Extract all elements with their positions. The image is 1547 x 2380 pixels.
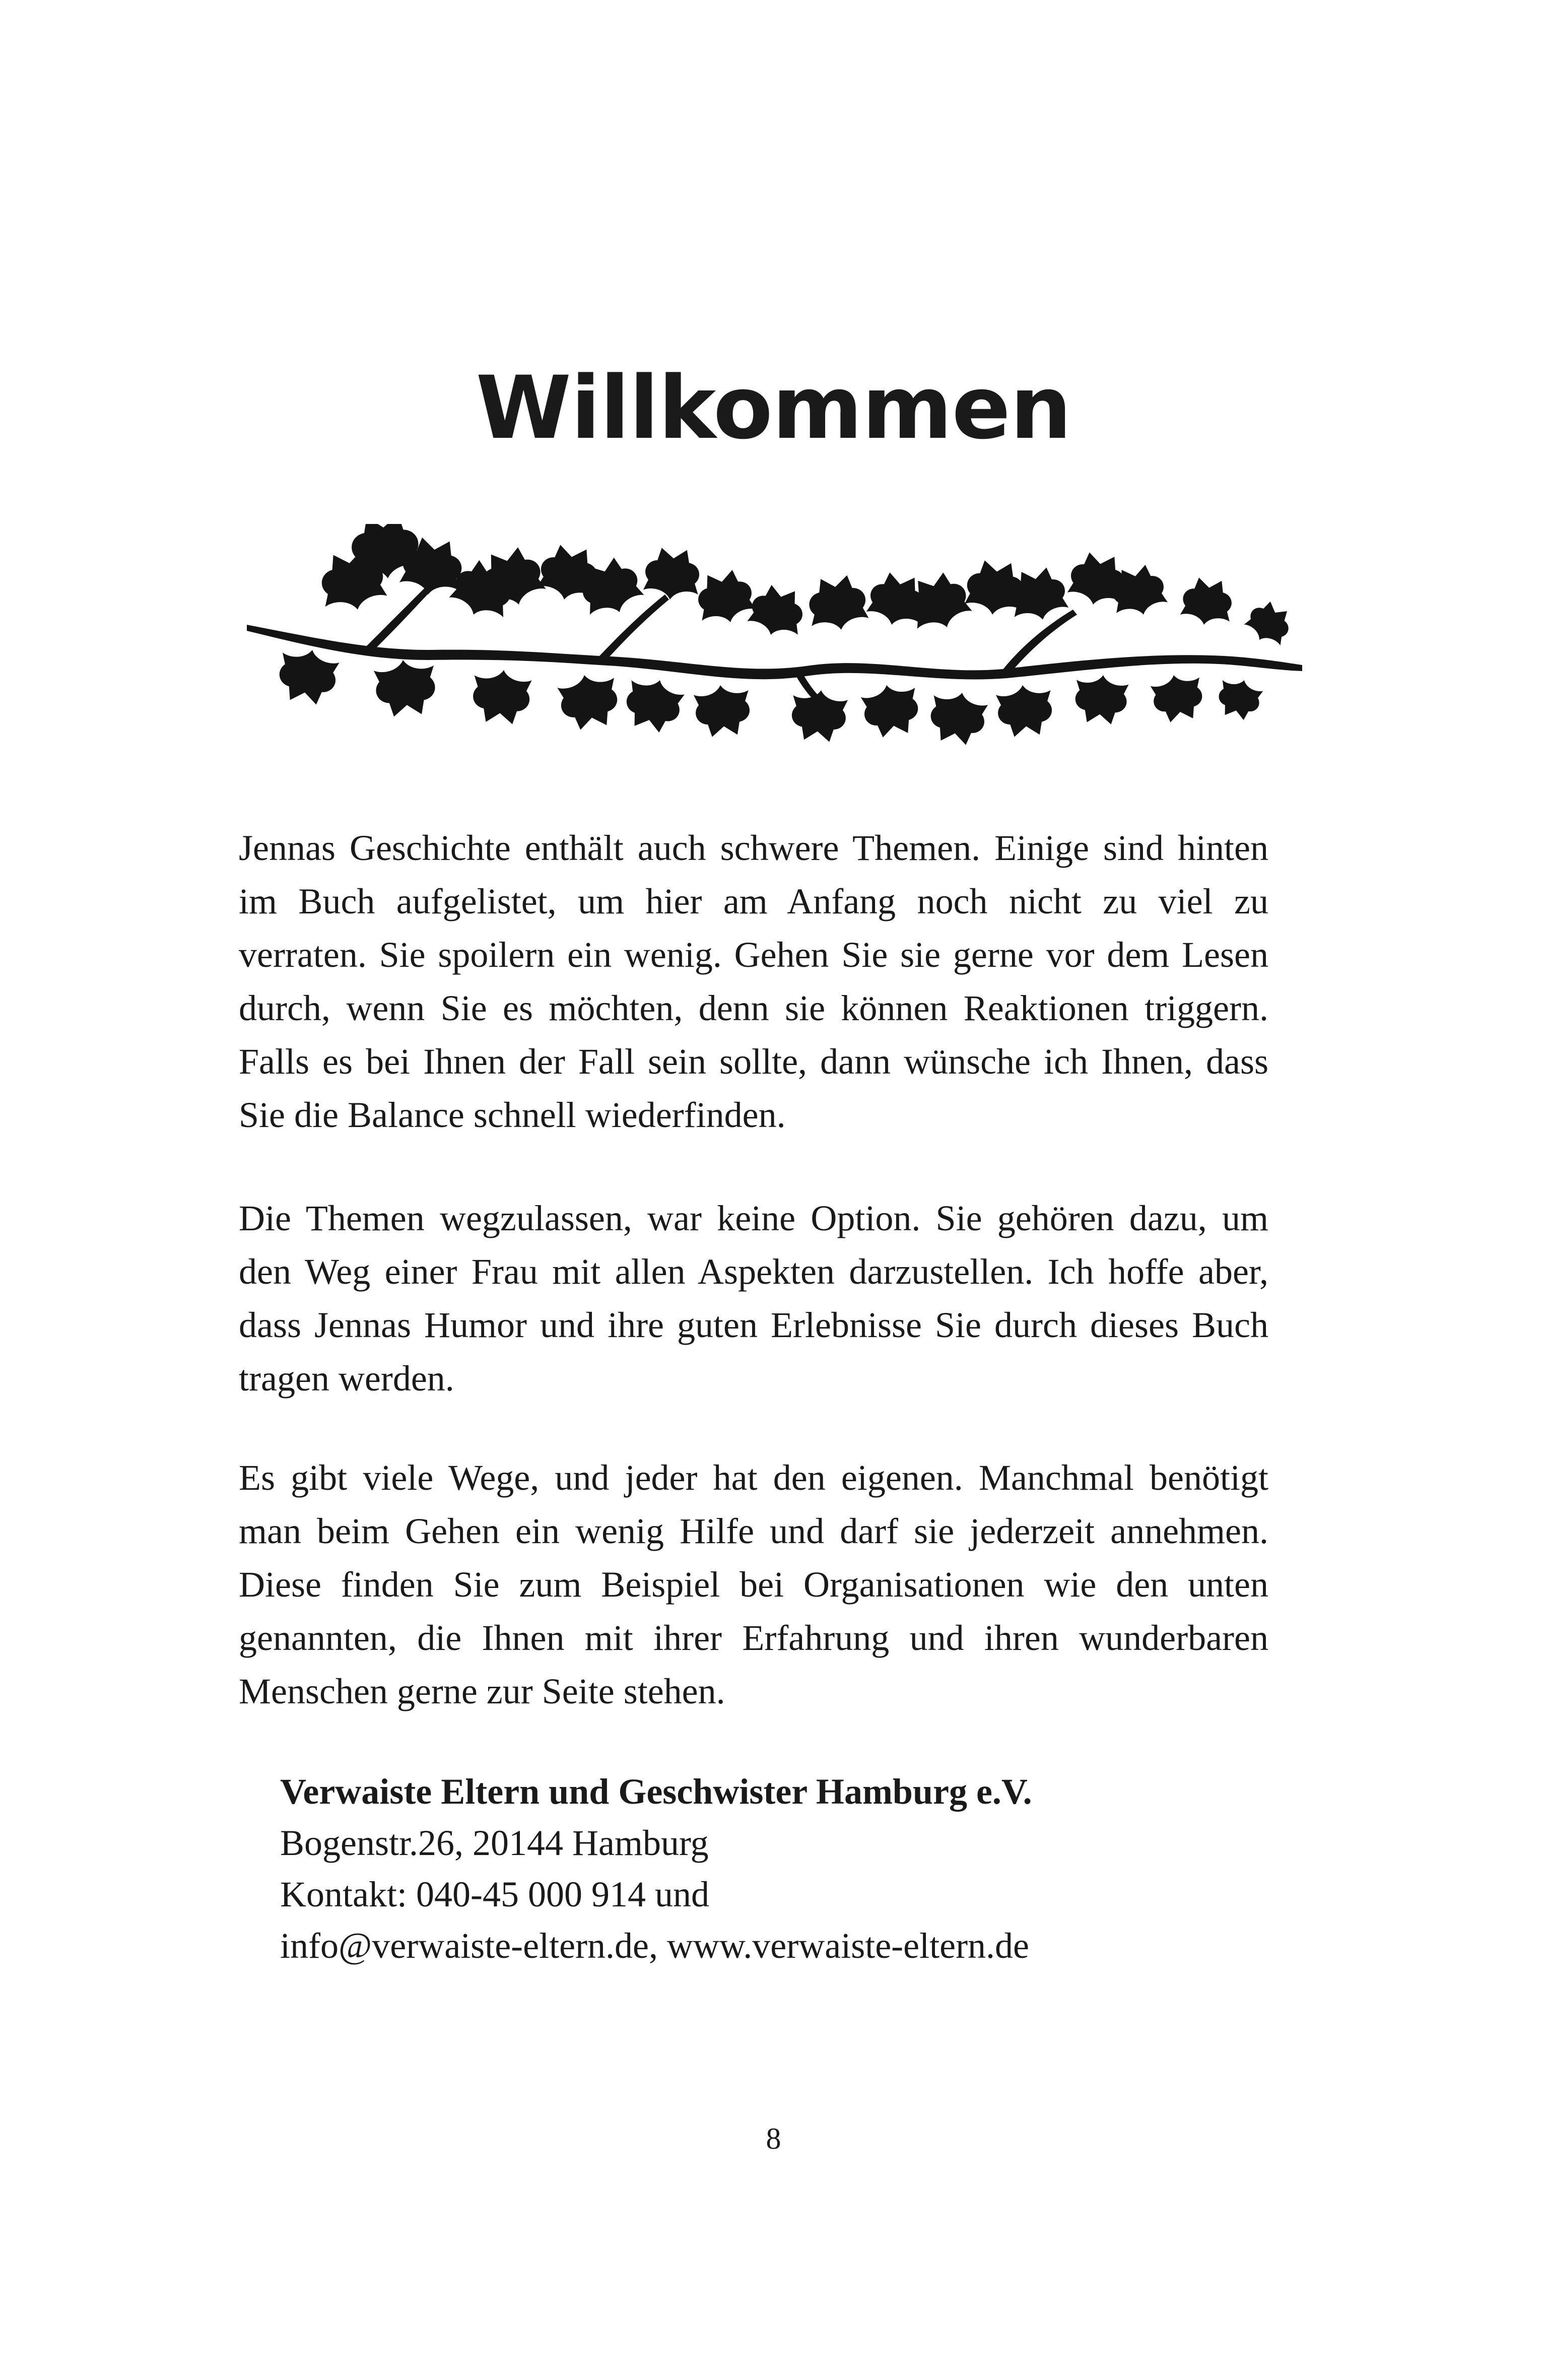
intro-paragraph-1: Jennas Geschichte enthält auch schwere Themen. Einige sind hinten im Buch aufgelistet, um hier am Anfang noch nicht zu viel zu verraten. Sie spoilern ein wenig. Gehen Sie sie gerne vor dem Lesen durch, wenn Sie es möchten, denn sie können Reaktionen triggern. Falls es bei Ihnen der Fall sein sollte, dann wünsche ich Ihnen, dass Sie die Balance schnell wiederfinden.: [239, 828, 1268, 1135]
ivy-vine-ornament-icon: [237, 524, 1310, 761]
intro-paragraph-3: Es gibt viele Wege, und jeder hat den eigenen. Manchmal benötigt man beim Gehen ein wenig Hilfe und darf sie jederzeit annehmen. Diese finden Sie zum Beispiel bei Organisationen wie den unten genannten, die Ihnen mit ihrer Erfahrung und ihren wunderbaren Menschen gerne zur Seite stehen.: [239, 1458, 1268, 1711]
organization-name: Verwaiste Eltern und Geschwister Hamburg e.V.: [280, 1771, 1032, 1812]
contact-block: [280, 1766, 1288, 1971]
organization-address: Bogenstr.26, 20144 Hamburg: [280, 1823, 709, 1863]
organization-web: info@verwaiste-eltern.de, www.verwaiste-eltern.de: [280, 1926, 1030, 1966]
intro-paragraph-2: Die Themen wegzulassen, war keine Option. Sie gehören dazu, um den Weg einer Frau mit allen Aspekten darzustellen. Ich hoffe aber, dass Jennas Humor und ihre guten Erlebnisse Sie durch dieses Buch tragen werden.: [239, 1198, 1268, 1399]
organization-phone: Kontakt: 040-45 000 914 und: [280, 1874, 709, 1914]
page-title: Willkommen: [476, 357, 1071, 458]
page-number: 8: [766, 2122, 781, 2155]
